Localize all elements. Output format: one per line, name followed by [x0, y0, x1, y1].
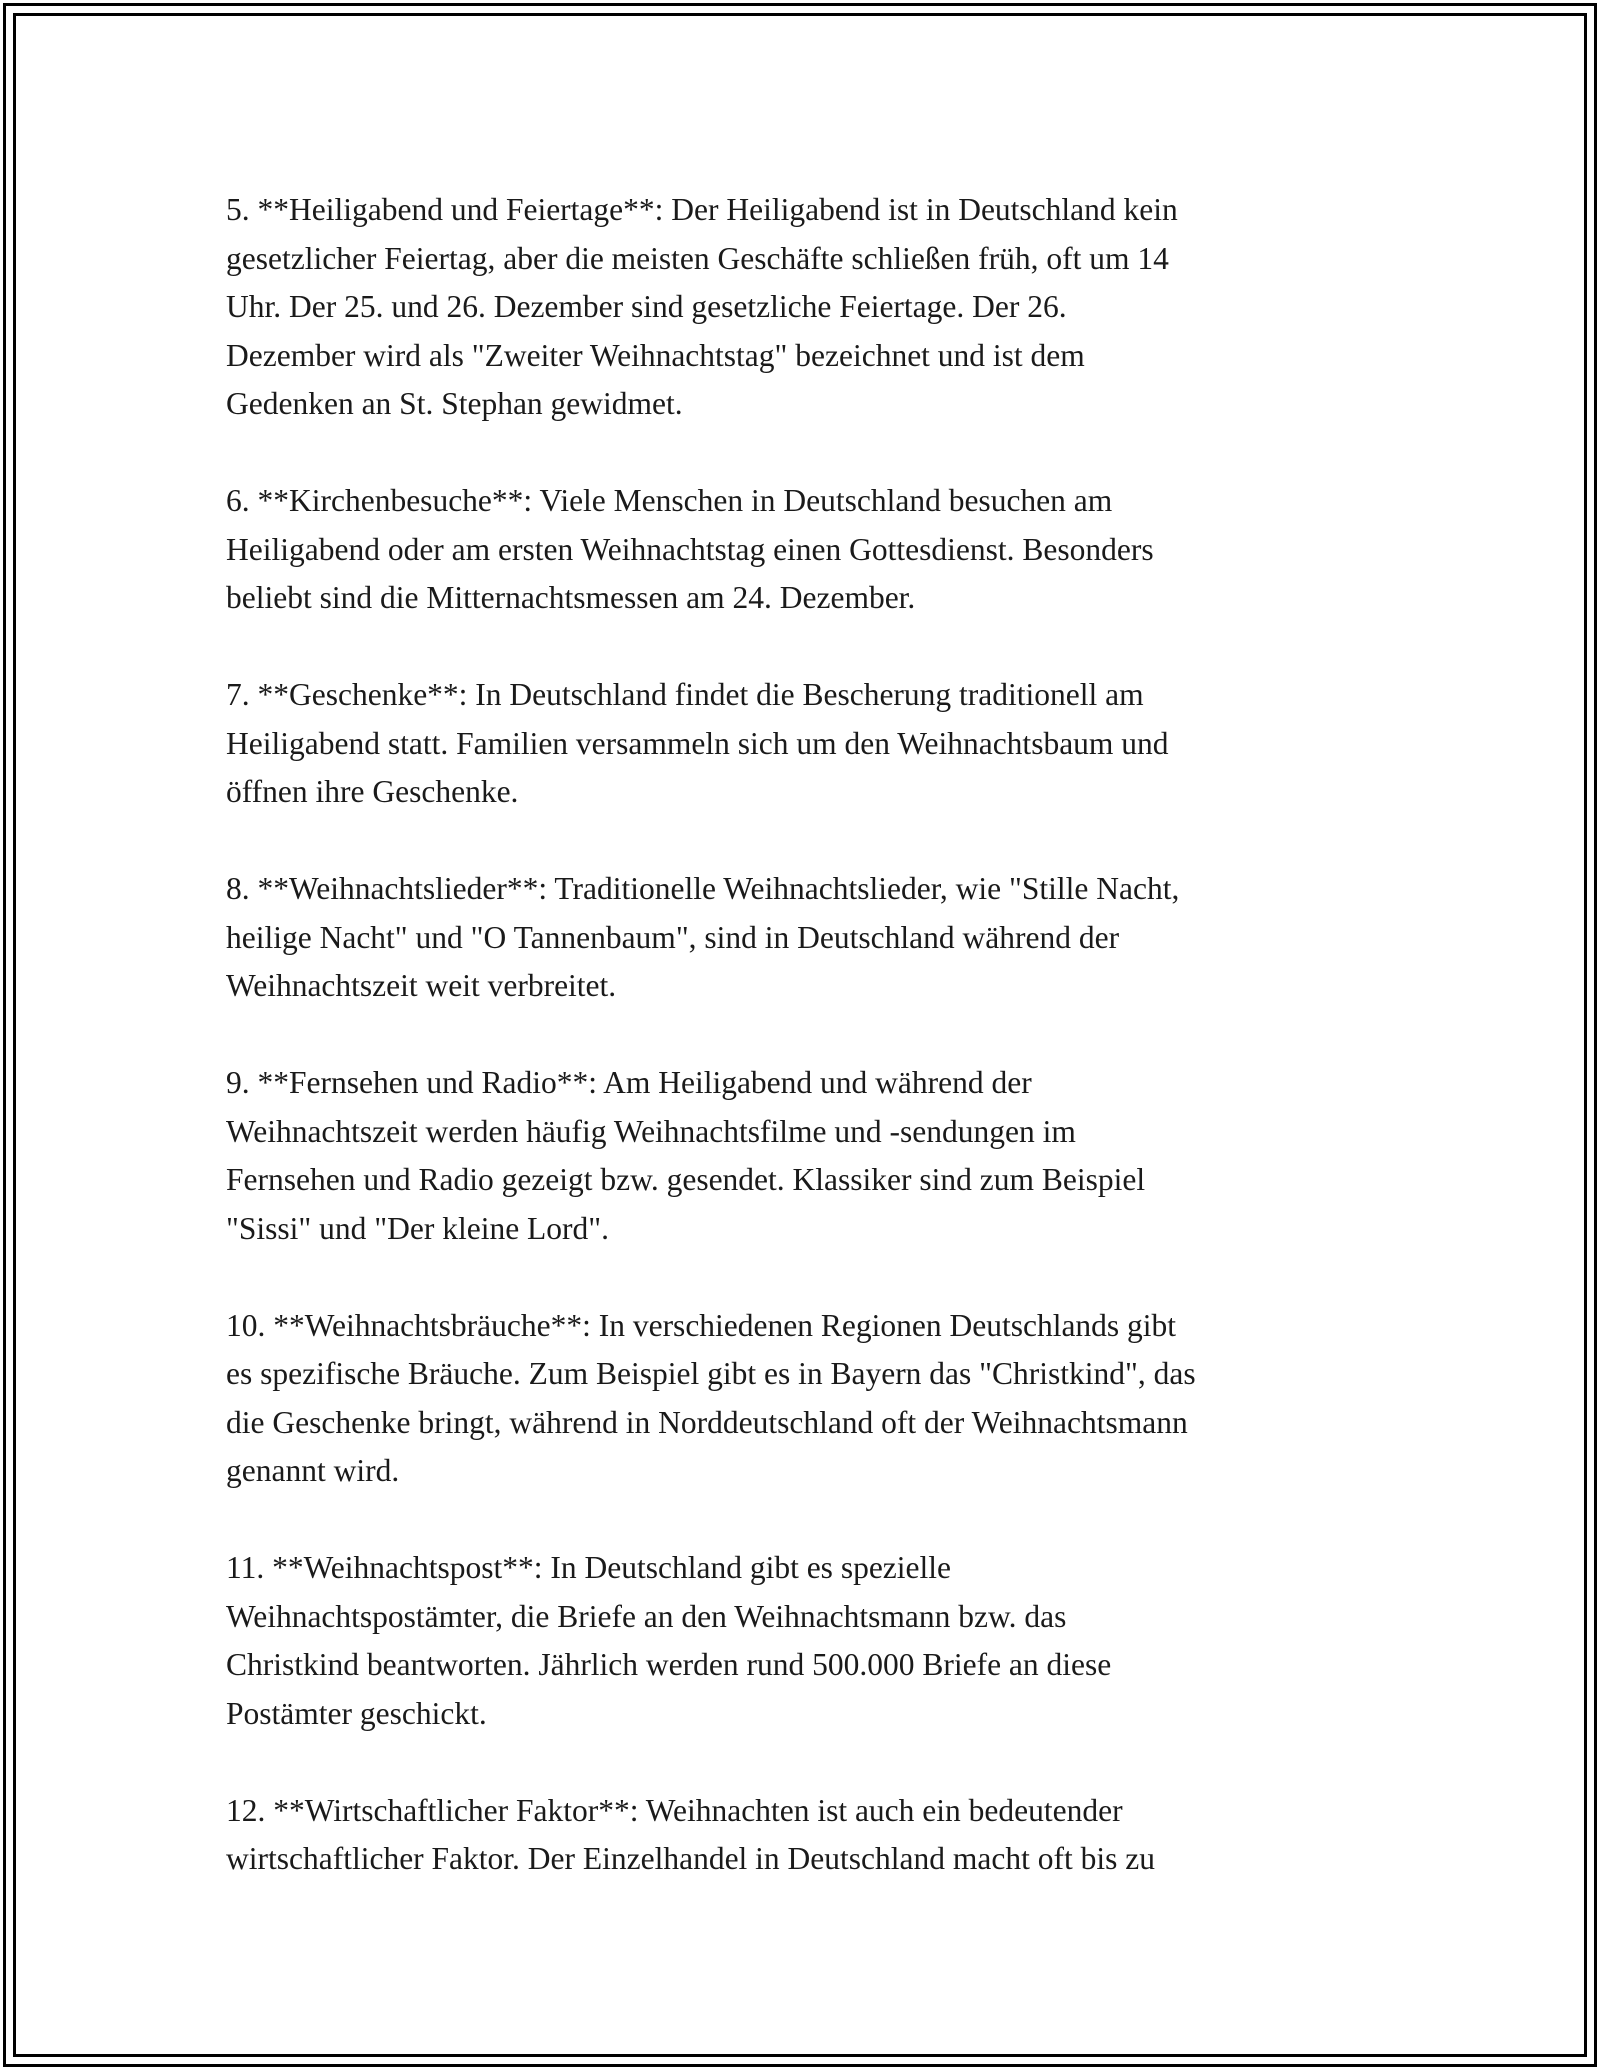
paragraph-kirchenbesuche: 6. **Kirchenbesuche**: Viele Menschen in Deutschland besuchen am Heiligabend oder am ersten Weihnachtstag einen Gottesdienst. Besonders beliebt sind die Mitternachtsmessen am 24. Dezember.	[226, 483, 1154, 615]
paragraph-geschenke: 7. **Geschenke**: In Deutschland findet die Bescherung traditionell am Heiligabend statt. Familien versammeln sich um den Weihnachtsbaum und öffnen ihre Geschenke.	[226, 677, 1169, 809]
paragraph-weihnachtslieder: 8. **Weihnachtslieder**: Traditionelle Weihnachtslieder, wie "Stille Nacht, heilige Nacht" und "O Tannenbaum", sind in Deutschland während der Weihnachtszeit weit verbreitet.	[226, 871, 1180, 1003]
paragraph-weihnachtsbraeuche: 10. **Weihnachtsbräuche**: In verschiedenen Regionen Deutschlands gibt es spezifische Bräuche. Zum Beispiel gibt es in Bayern das "Christkind", das die Geschenke bringt, während in Norddeutschland oft der Weihnachtsmann genannt wird.	[226, 1307, 1196, 1488]
paragraph-wirtschaftlicher-faktor: 12. **Wirtschaftlicher Faktor**: Weihnachten ist auch ein bedeutender wirtschaftlicher Faktor. Der Einzelhandel in Deutschland macht oft bis zu	[226, 1792, 1155, 1876]
paragraph-weihnachtspost: 11. **Weihnachtspost**: In Deutschland gibt es spezielle Weihnachtspostämter, die Briefe an den Weihnachtsmann bzw. das Christkind beantworten. Jährlich werden rund 500.000 Briefe an diese Postämter geschickt.	[226, 1550, 1112, 1731]
paragraph-fernsehen-radio: 9. **Fernsehen und Radio**: Am Heiligabend und während der Weihnachtszeit werden häufig Weihnachtsfilme und -sendungen im Fernsehen und Radio gezeigt bzw. gesendet. Klassiker sind zum Beispiel "Sissi" und "Der kleine Lord".	[226, 1065, 1146, 1246]
paragraph-heiligabend-feiertage: 5. **Heiligabend und Feiertage**: Der Heiligabend ist in Deutschland kein gesetzlicher Feiertag, aber die meisten Geschäfte schließen früh, oft um 14 Uhr. Der 25. und 26. Dezember sind gesetzliche Feiertage. Der 26. Dezember wird als "Zweiter Weihnachtstag" bezeichnet und ist dem Gedenken an St. Stephan gewidmet.	[226, 192, 1178, 421]
document-body	[226, 186, 1386, 1932]
